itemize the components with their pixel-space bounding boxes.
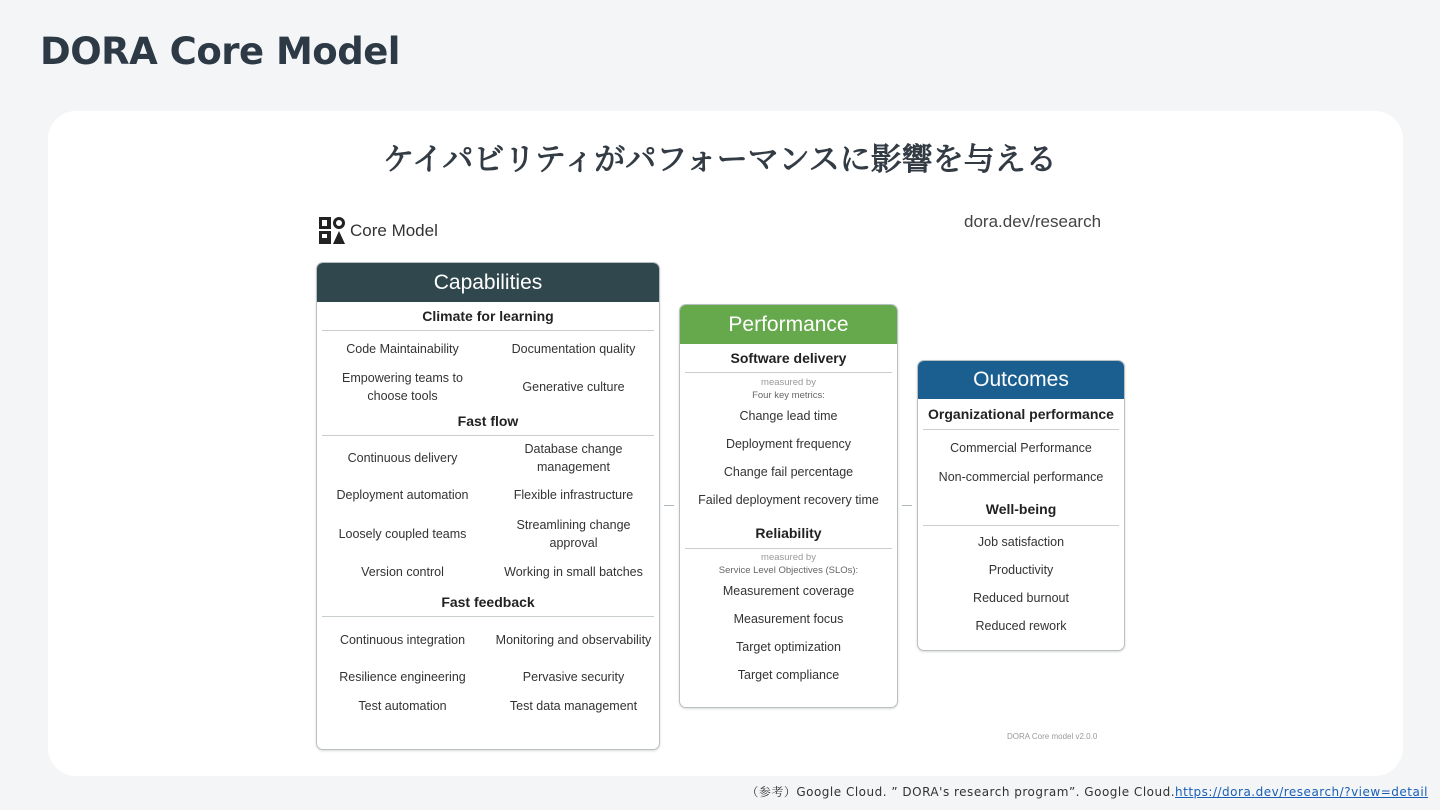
- dora-logo: [319, 217, 438, 244]
- outcomes-header: Outcomes: [918, 361, 1124, 399]
- list-item: Pervasive security: [522, 670, 625, 684]
- list-item: Continuous integration: [339, 632, 466, 647]
- measured-by-label: measured by: [761, 377, 816, 388]
- outcome-list: [918, 433, 1124, 491]
- section-title: Software delivery: [685, 344, 892, 373]
- list-item: Database change management: [524, 441, 623, 474]
- list-item: Empowering teams to choose tools: [342, 371, 463, 403]
- list-item: Measurement coverage: [722, 584, 855, 598]
- list-item: Documentation quality: [511, 342, 636, 356]
- list-item: Generative culture: [522, 380, 625, 394]
- list-item: Measurement focus: [733, 612, 844, 626]
- list-item: Flexible infrastructure: [513, 488, 634, 502]
- list-item: Deployment automation: [336, 488, 469, 502]
- list-item: Failed deployment recovery time: [698, 493, 879, 507]
- list-item: Reduced rework: [975, 619, 1067, 633]
- measured-by-label: measured by: [761, 552, 816, 563]
- reference-text: （参考）Google Cloud. ” DORA's research program”. Google Cloud.: [746, 785, 1176, 799]
- list-item: Commercial Performance: [950, 440, 1092, 455]
- list-item: Reduced burnout: [973, 591, 1069, 605]
- logo-text: Core Model: [350, 220, 438, 240]
- outcome-list: [918, 528, 1124, 640]
- list-item: Target compliance: [737, 668, 840, 682]
- capability-grid: [317, 617, 659, 720]
- metric-label: Four key metrics:: [752, 390, 825, 401]
- reference-citation: [746, 783, 1428, 800]
- list-item: Job satisfaction: [977, 535, 1065, 549]
- section-title: Organizational performance: [923, 399, 1119, 430]
- reference-link[interactable]: https://dora.dev/research/?view=detail: [1175, 785, 1428, 799]
- metric-list: [680, 577, 897, 689]
- list-item: Monitoring and observability: [495, 632, 652, 647]
- list-item: Test automation: [358, 699, 447, 713]
- section-title: Reliability: [685, 518, 892, 549]
- list-item: Target optimization: [736, 640, 841, 654]
- performance-box: [679, 304, 898, 708]
- measured-note: [680, 376, 897, 402]
- list-item: Continuous delivery: [347, 450, 458, 465]
- list-item: Streamlining change approval: [516, 517, 631, 550]
- metric-label: Service Level Objectives (SLOs):: [718, 565, 859, 576]
- list-item: Change lead time: [739, 409, 838, 423]
- arrow-capabilities-to-performance: [664, 505, 674, 506]
- list-item: Code Maintainability: [346, 342, 459, 356]
- capability-grid: [317, 331, 659, 407]
- page-title: DORA Core Model: [40, 30, 400, 73]
- capabilities-header: Capabilities: [317, 263, 659, 302]
- list-item: Working in small batches: [504, 565, 643, 579]
- site-label: dora.dev/research: [964, 212, 1102, 231]
- list-item: Non-commercial performance: [938, 469, 1104, 484]
- list-item: Test data management: [509, 699, 638, 713]
- section-title: Well-being: [923, 493, 1119, 526]
- capabilities-box: [316, 262, 660, 750]
- version-label: DORA Core model v2.0.0: [1007, 732, 1098, 741]
- measured-note: [680, 551, 897, 577]
- list-item: Version control: [361, 565, 444, 579]
- list-item: Productivity: [988, 563, 1054, 577]
- list-item: Resilience engineering: [339, 670, 466, 684]
- dora-logo-glyph: [319, 217, 346, 244]
- arrow-performance-to-outcomes: [902, 505, 912, 506]
- list-item: Change fail percentage: [723, 465, 854, 479]
- section-title: Fast feedback: [322, 588, 654, 617]
- capability-grid: [317, 436, 659, 588]
- section-title: Fast flow: [322, 407, 654, 436]
- list-item: Loosely coupled teams: [338, 526, 467, 541]
- metric-list: [680, 402, 897, 514]
- outcomes-box: [917, 360, 1125, 651]
- dora-logo-mark: [319, 217, 346, 244]
- list-item: Deployment frequency: [725, 437, 852, 451]
- performance-header: Performance: [680, 305, 897, 344]
- section-title: Climate for learning: [322, 302, 654, 331]
- slide-subtitle: ケイパビリティがパフォーマンスに影響を与える: [383, 142, 1057, 178]
